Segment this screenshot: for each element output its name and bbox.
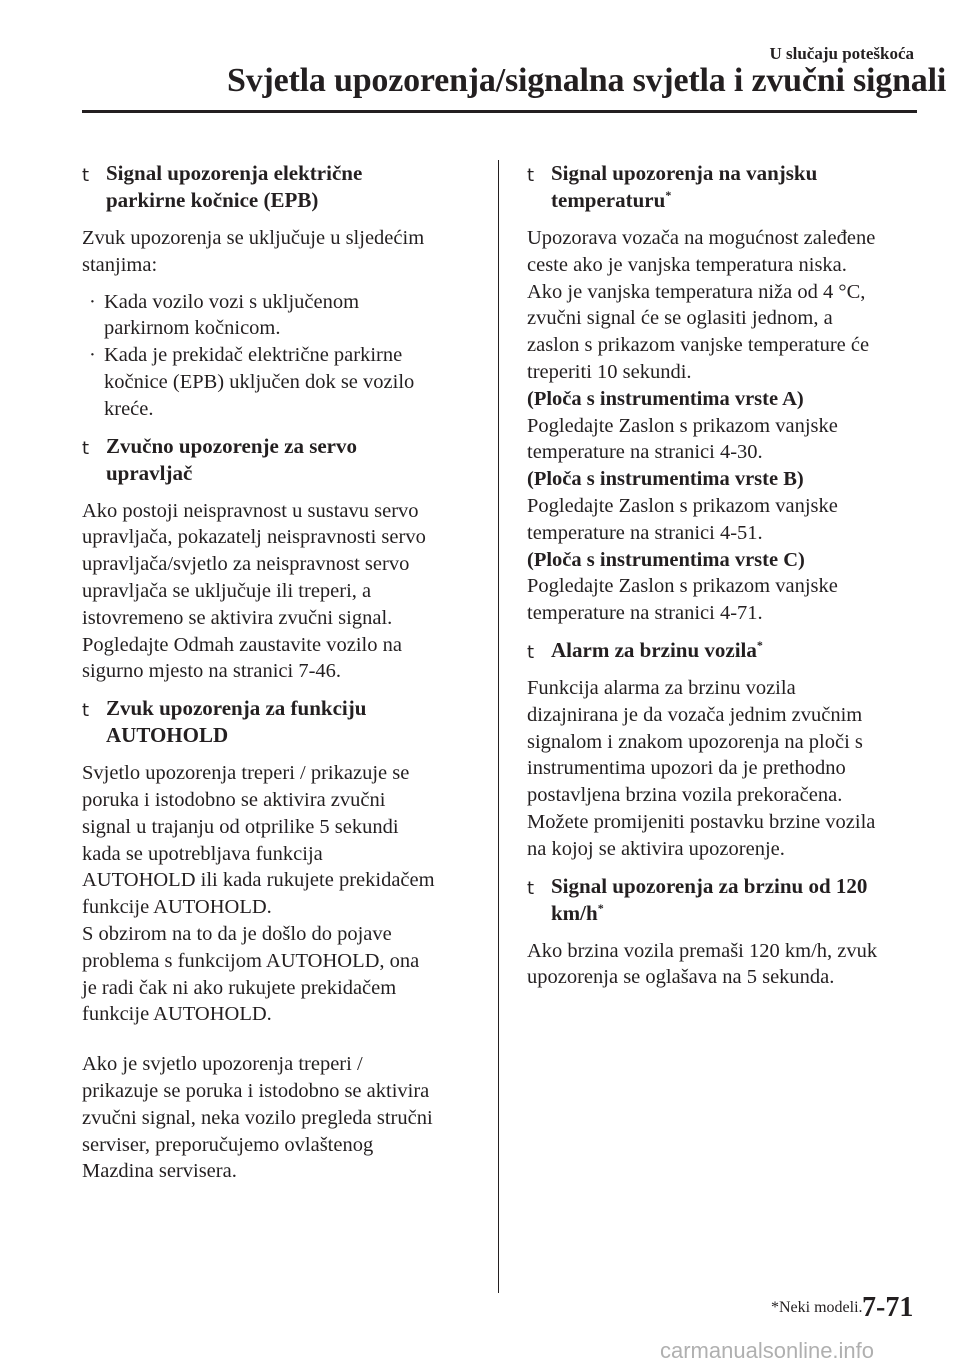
list-item: · Kada vozilo vozi s uključenom parkirnom kočnicom. xyxy=(89,290,360,340)
list-item: · Kada je prekidač električne parkirne kočnice (EPB) uključen dok se vozilo kreće. xyxy=(89,344,415,420)
column-divider xyxy=(498,160,499,1293)
section-marker-icon: t xyxy=(527,641,535,663)
bullet-icon: · xyxy=(89,290,96,313)
right-column xyxy=(527,160,917,1001)
header-rule xyxy=(82,110,917,113)
power-steering-text: Ako postoji neispravnost u sustavu servo upravljača, pokazatelj neispravnosti servo upravljača/svjetlo za neispravnost servo upravljača se uključuje ili treperi, a istovremeno se aktivira zvučni signal. Pogledajte Odmah zaustavite vozilo na sigurno mjesto na stranici 7-46. xyxy=(82,499,426,683)
cluster-type-b-heading: (Ploča s instrumentima vrste B) xyxy=(527,468,804,491)
left-column xyxy=(82,160,474,1185)
autohold-service-text: Ako je svjetlo upozorenja treperi / prikazuje se poruka i istodobno se aktivira zvučni signal, neka vozilo pregleda stručni serviser, preporučujemo ovlaštenog Mazdina servisera. xyxy=(82,1053,433,1183)
section-name: U slučaju poteškoća xyxy=(769,44,914,63)
section-marker-icon: t xyxy=(82,437,90,459)
watermark: carmanualsonline.info xyxy=(660,1338,875,1363)
page-number: 7-71 xyxy=(862,1292,914,1323)
speed-alarm-text: Funkcija alarma za brzinu vozila dizajnirana je da vozača jednim zvučnim signalom i znakom upozorenja na ploči s instrumentima upozori da je prethodno postavljena brzina vozila prekoračena. Možete promijeniti postavku brzine vozila na kojoj se aktivira upozorenje. xyxy=(527,676,876,860)
speed-120-heading: t Signal upozorenja za brzinu od 120 km/h* xyxy=(527,873,868,925)
power-steering-heading: t Zvučno upozorenje za servo upravljač xyxy=(82,433,358,485)
cluster-type-c-heading: (Ploča s instrumentima vrste C) xyxy=(527,548,805,571)
section-marker-icon: t xyxy=(82,700,90,722)
section-marker-icon: t xyxy=(527,165,535,186)
epb-warning-text: Zvuk upozorenja se uključuje u sljedećim stanjima: xyxy=(82,227,425,276)
section-marker-icon: t xyxy=(527,877,535,899)
bullet-icon: · xyxy=(89,344,96,367)
speed-alarm-heading: t Alarm za brzinu vozila* xyxy=(527,637,917,664)
outside-temp-heading: t Signal upozorenja na vanjsku temperaturu* xyxy=(527,161,818,212)
autohold-text: Svjetlo upozorenja treperi / prikazuje se poruka i istodobno se aktivira zvučni signal u trajanju od otprilike 5 sekundi kada se upotrebljava funkcija AUTOHOLD ili kada rukujete prekidačem funkcije AUTOHOLD. S obzirom na to da je došlo do pojave problema s funkcijom AUTOHOLD, ona je radi čak ni ako rukujete prekidačem funkcije AUTOHOLD. xyxy=(82,762,435,1026)
footnote: *Neki modeli. xyxy=(771,1299,863,1316)
epb-warning-heading: t Signal upozorenja električne parkirne kočnice (EPB) xyxy=(82,161,363,212)
speed-120-text: Ako brzina vozila premaši 120 km/h, zvuk upozorenja se oglašava na 5 sekunda. xyxy=(527,939,878,989)
section-marker-icon: t xyxy=(82,165,90,186)
outside-temp-text: Upozorava vozača na mogućnost zaleđene ceste ako je vanjska temperatura niska. Ako je vanjska temperatura niža od 4 °C, zvučni signal će se oglasiti jednom, a zaslon s prikazom vanjske temperature će treperiti 10 sekundi. (Ploča s instrumentima vrste A) Pogledajte Zaslon s prikazom vanjske temperature na stranici 4-30. (Ploča s instrumentima vrste B) Pogledajte Zaslon s prikazom vanjske temperature na stranici 4-51. (Ploča s instrumentima vrste C) Pogledajte Zaslon s prikazom vanjske temperature na stranici 4-71. xyxy=(527,225,917,627)
cluster-type-a-heading: (Ploča s instrumentima vrste A) xyxy=(527,387,804,410)
page-title: Svjetla upozorenja/signalna svjetla i zvučni signali xyxy=(227,62,947,99)
autohold-heading: t Zvuk upozorenja za funkciju AUTOHOLD xyxy=(82,696,367,748)
